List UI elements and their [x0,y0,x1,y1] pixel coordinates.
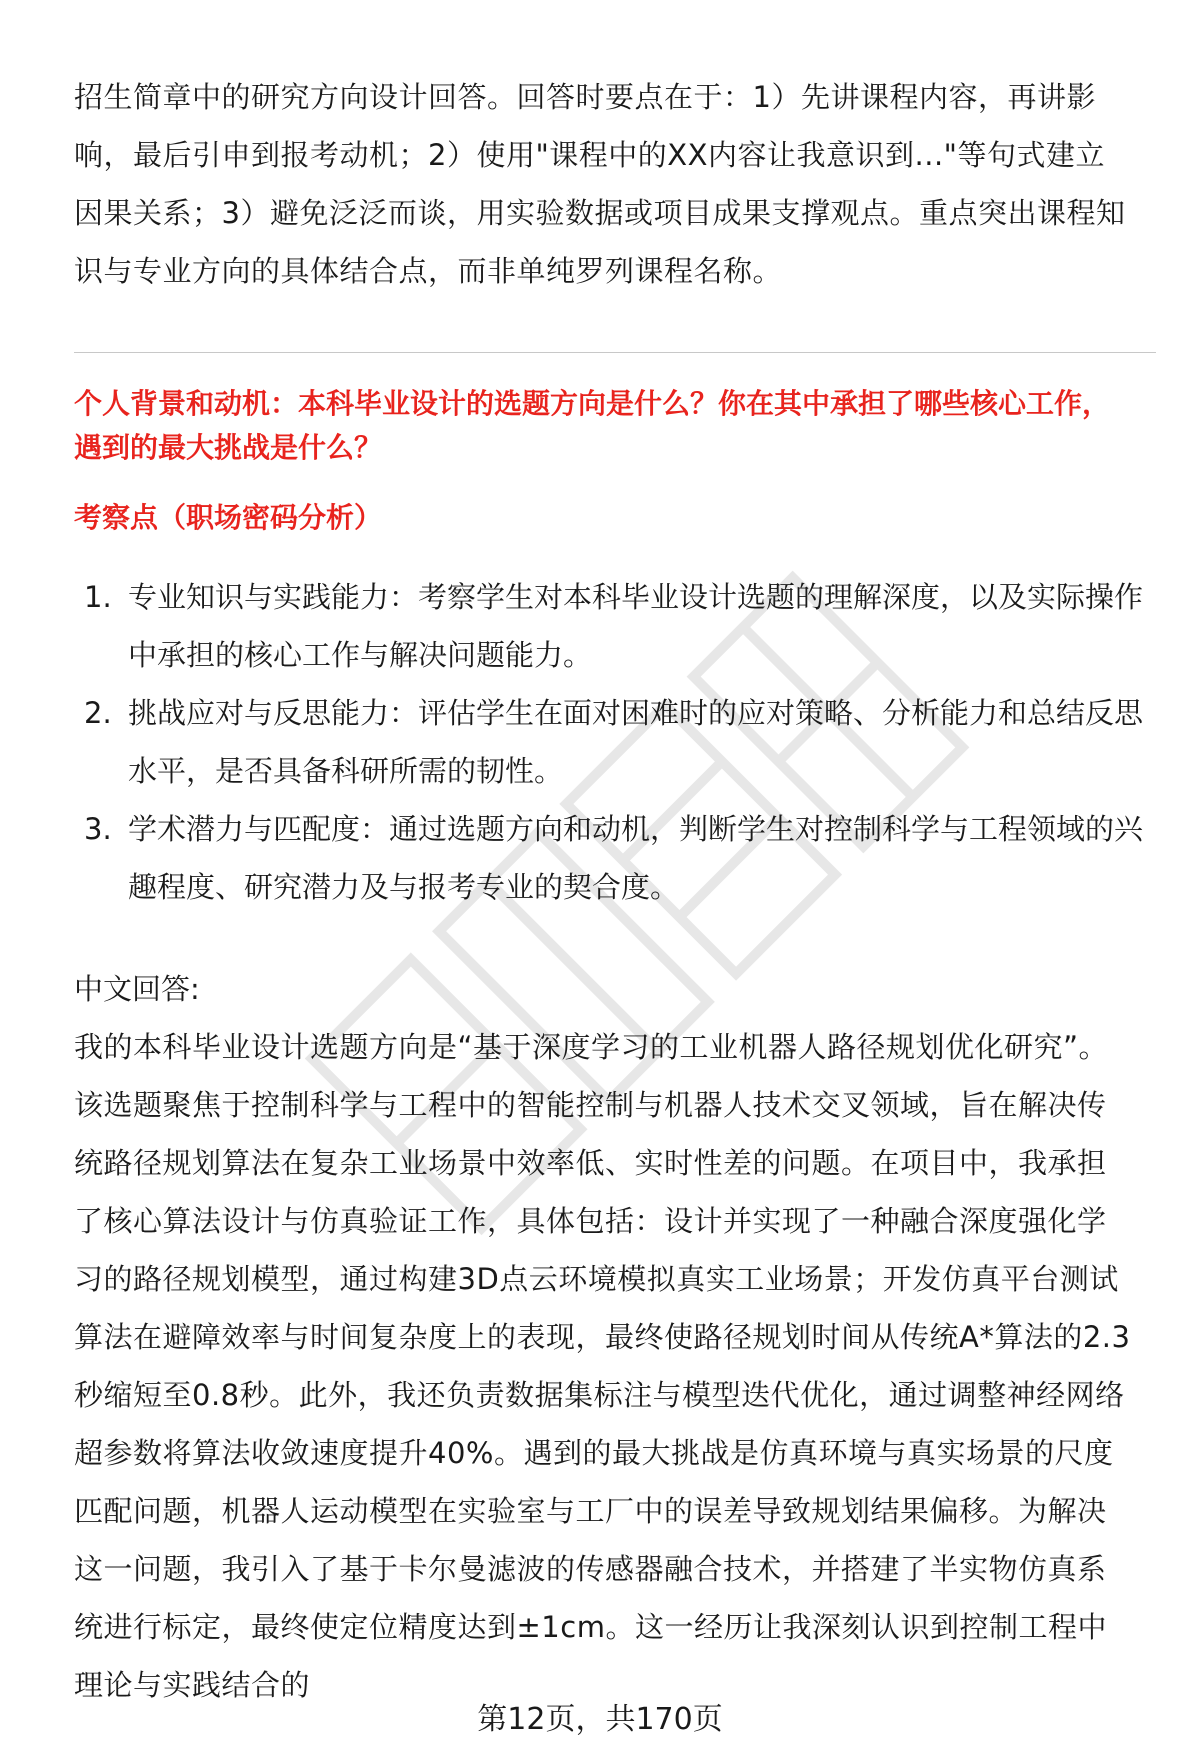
question-heading: 个人背景和动机：本科毕业设计的选题方向是什么？你在其中承担了哪些核心工作，遇到的最大挑战是什么？ [74,387,1111,464]
answer-label: 中文回答: [74,972,200,1006]
list-item-text: 专业知识与实践能力：考察学生对本科毕业设计选题的理解深度，以及实际操作中承担的核心工作与解决问题能力。 [128,580,1144,672]
list-item-number: 2. [84,696,112,730]
list-item [74,800,1154,916]
list-item-number: 1. [84,580,112,614]
intro-paragraph: 招生简章中的研究方向设计回答。回答时要点在于：1）先讲课程内容，再讲影响，最后引申到报考动机；2）使用"课程中的XX内容让我意识到..."等句式建立因果关系；3）避免泛泛而谈，用实验数据或项目成果支撑观点。重点突出课程知识与专业方向的具体结合点，而非单纯罗列课程名称。 [74,80,1126,288]
list-item [74,684,1154,800]
list-item-text: 挑战应对与反思能力：评估学生在面对困难时的应对策略、分析能力和总结反思水平，是否具备科研所需的韧性。 [128,696,1144,788]
section-divider [74,352,1156,353]
list-item-number: 3. [84,812,112,846]
list-item-text: 学术潜力与匹配度：通过选题方向和动机，判断学生对控制科学与工程领域的兴趣程度、研究潜力及与报考专业的契合度。 [128,812,1144,904]
answer-paragraph: 我的本科毕业设计选题方向是“基于深度学习的工业机器人路径规划优化研究”。该选题聚焦于控制科学与工程中的智能控制与机器人技术交叉领域，旨在解决传统路径规划算法在复杂工业场景中效率低、实时性差的问题。在项目中，我承担了核心算法设计与仿真验证工作，具体包括：设计并实现了一种融合深度强化学习的路径规划模型，通过构建3D点云环境模拟真实工业场景；开发仿真平台测试算法在避障效率与时间复杂度上的表现，最终使路径规划时间从传统A*算法的2.3秒缩短至0.8秒。此外，我还负责数据集标注与模型迭代优化，通过调整神经网络超参数将算法收敛速度提升40%。遇到的最大挑战是仿真环境与真实场景的尺度匹配问题，机器人运动模型在实验室与工厂中的误差导致规划结果偏移。为解决这一问题，我引入了基于卡尔曼滤波的传感器融合技术，并搭建了半实物仿真系统进行标定，最终使定位精度达到±1cm。这一经历让我深刻认识到控制工程中理论与实践结合的 [74,1030,1131,1702]
focus-title: 考察点（职场密码分析） [74,501,383,534]
focus-points-list [74,568,1154,916]
list-item [74,568,1154,684]
page-number: 第12页，共170页 [477,1702,723,1737]
